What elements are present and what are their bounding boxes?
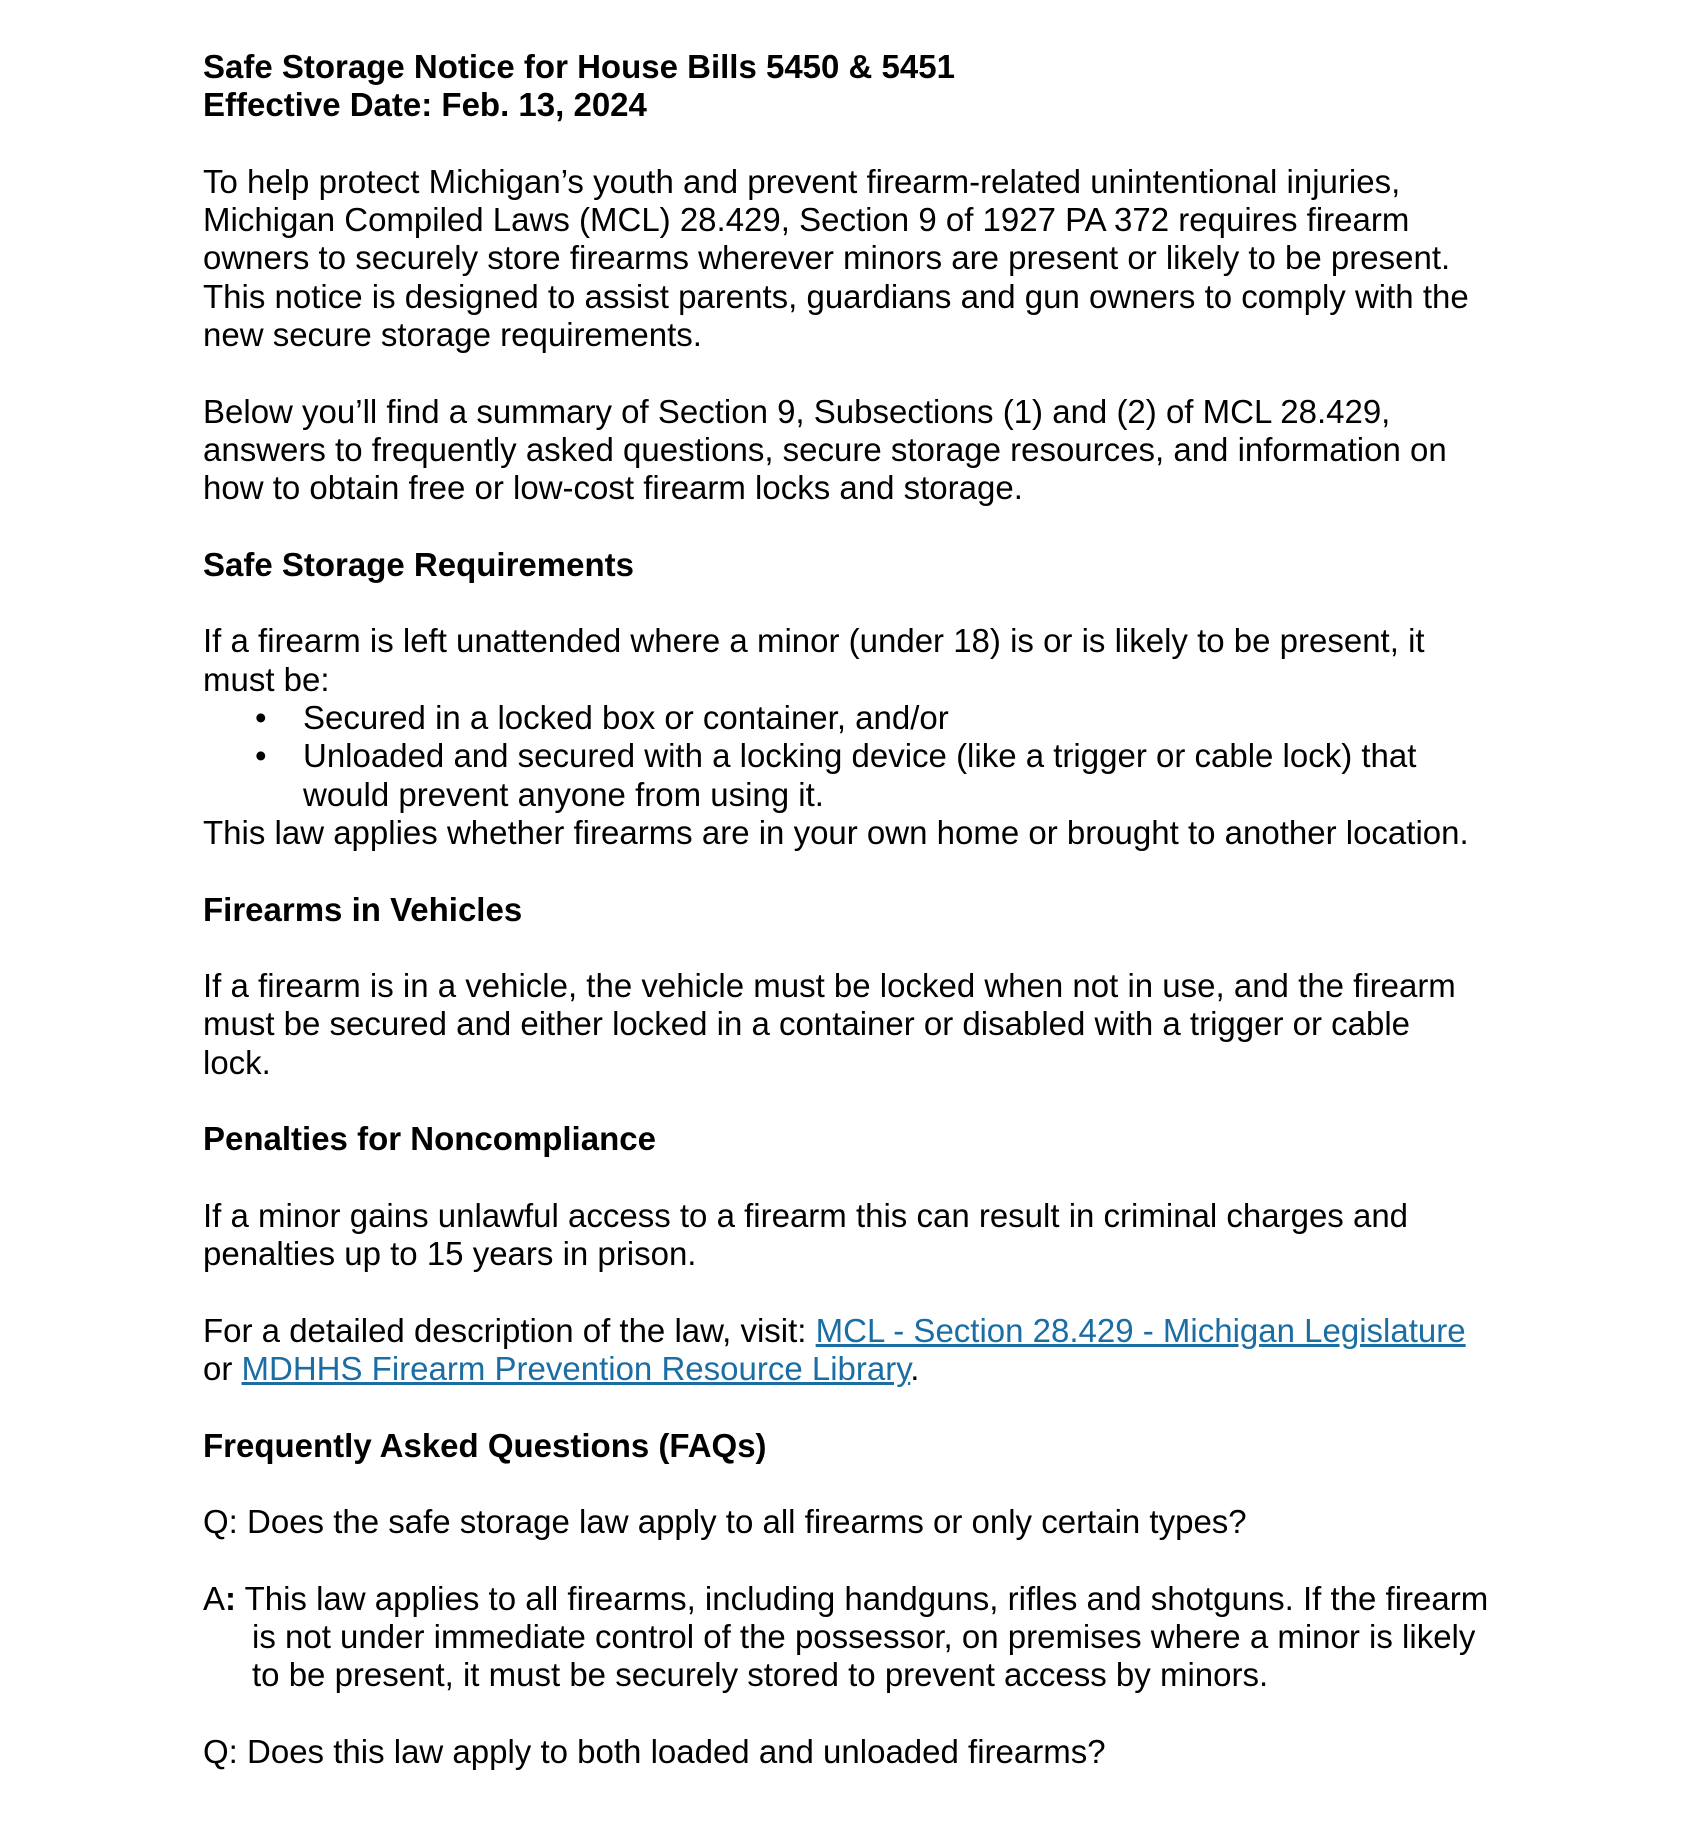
text-line: To help protect Michigan’s youth and prevent firearm-related unintentional injuries,	[203, 162, 1401, 200]
bullet-icon: •	[255, 737, 267, 775]
text-line: If a firearm is in a vehicle, the vehicle must be locked when not in use, and the firearm	[203, 967, 1456, 1005]
document-subtitle-effective-date: Effective Date: Feb. 13, 2024	[203, 86, 647, 124]
text-line: Below you’ll find a summary of Section 9, Subsections (1) and (2) of MCL 28.429,	[203, 392, 1391, 430]
text-line: If a minor gains unlawful access to a firearm this can result in criminal charges and	[203, 1196, 1409, 1234]
text-line: must be secured and either locked in a container or disabled with a trigger or cable	[203, 1005, 1411, 1043]
intro-paragraph-1	[203, 163, 1540, 354]
text-line: owners to securely store firearms wherever minors are present or likely to be present.	[203, 239, 1451, 277]
text-line	[203, 1350, 1540, 1388]
faq-heading	[203, 1427, 1540, 1465]
link-line-prefix: or	[203, 1350, 242, 1388]
mdhhs-resource-library-link[interactable]: MDHHS Firearm Prevention Resource Library	[241, 1350, 911, 1388]
section-heading: Frequently Asked Questions (FAQs)	[203, 1426, 767, 1464]
section-heading: Firearms in Vehicles	[203, 890, 523, 928]
question-line: Q: Does this law apply to both loaded and unloaded firearms?	[203, 1733, 1106, 1771]
answer-line: to be present, it must be securely stored to prevent access by minors.	[252, 1656, 1269, 1694]
title-block	[203, 48, 1540, 125]
link-line-prefix: For a detailed description of the law, visit:	[203, 1311, 816, 1349]
bullet-text: Secured in a locked box or container, and/or	[303, 699, 949, 737]
requirements-heading	[203, 546, 1540, 584]
answer-line	[203, 1580, 1540, 1618]
link-line-suffix: .	[910, 1350, 920, 1388]
question-line: Q: Does the safe storage law apply to all firearms or only certain types?	[203, 1503, 1247, 1541]
faq-question-2	[203, 1733, 1540, 1771]
faq-answer-1	[203, 1580, 1540, 1695]
penalties-body	[203, 1197, 1540, 1274]
intro-paragraph-2	[203, 393, 1540, 508]
section-heading: Safe Storage Requirements	[203, 545, 634, 583]
text-line: penalties up to 15 years in prison.	[203, 1235, 697, 1273]
text-line: This notice is designed to assist parents, guardians and gun owners to comply with the	[203, 277, 1469, 315]
text-line: If a firearm is left unattended where a minor (under 18) is or is likely to be present, it	[203, 622, 1425, 660]
bullet-item	[203, 699, 1540, 737]
faq-question-1	[203, 1503, 1540, 1541]
answer-prefix: A	[203, 1579, 226, 1617]
answer-text: This law applies to all firearms, including handguns, rifles and shotguns. If the firearm	[236, 1579, 1489, 1617]
section-heading: Penalties for Noncompliance	[203, 1120, 656, 1158]
text-line: lock.	[203, 1043, 271, 1081]
requirements-body	[203, 622, 1540, 852]
text-line	[203, 1312, 1540, 1350]
bullet-icon: •	[255, 699, 267, 737]
document-title: Safe Storage Notice for House Bills 5450 & 5451	[203, 48, 955, 85]
text-line: answers to frequently asked questions, secure storage resources, and information on	[203, 430, 1447, 468]
penalties-heading	[203, 1120, 1540, 1158]
vehicles-heading	[203, 891, 1540, 929]
vehicles-body	[203, 967, 1540, 1082]
law-links-paragraph	[203, 1312, 1540, 1389]
text-line: must be:	[203, 660, 330, 698]
bullet-text-continuation: would prevent anyone from using it.	[303, 775, 824, 813]
text-line: new secure storage requirements.	[203, 316, 702, 354]
text-line: This law applies whether firearms are in your own home or brought to another location.	[203, 813, 1469, 851]
text-line: Michigan Compiled Laws (MCL) 28.429, Section 9 of 1927 PA 372 requires firearm	[203, 201, 1410, 239]
mcl-legislature-link[interactable]: MCL - Section 28.429 - Michigan Legislature	[815, 1311, 1466, 1349]
bullet-text: Unloaded and secured with a locking device (like a trigger or cable lock) that	[303, 737, 1417, 775]
answer-line: is not under immediate control of the possessor, on premises where a minor is likely	[252, 1618, 1476, 1656]
text-line: how to obtain free or low-cost firearm locks and storage.	[203, 469, 1023, 507]
bullet-item	[203, 737, 1540, 775]
answer-prefix-colon: :	[225, 1579, 237, 1617]
